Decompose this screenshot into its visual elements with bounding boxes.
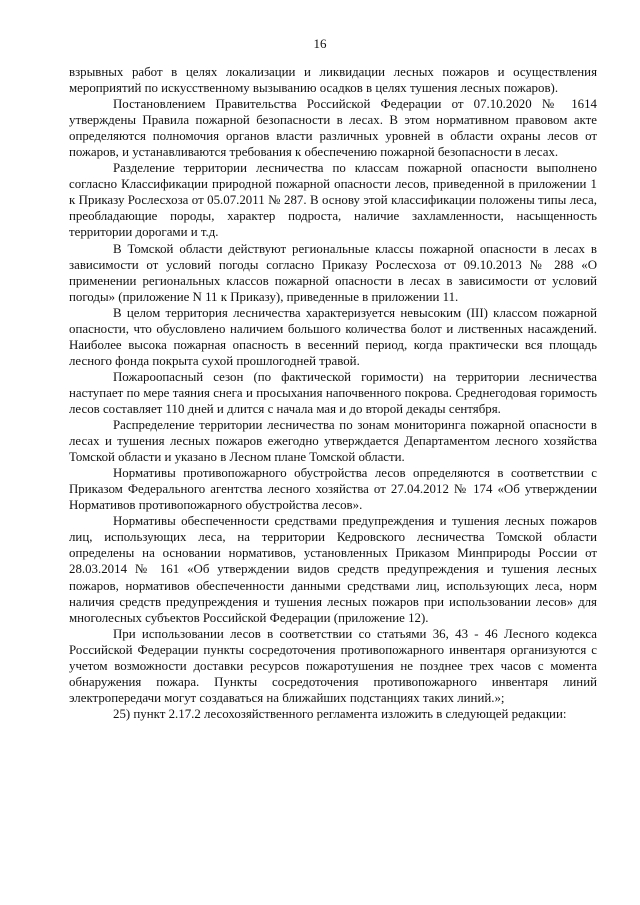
paragraph: Пожароопасный сезон (по фактической горимости) на территории лесничества наступает по мере таяния снега и просыхания напочвенного покрова. Среднегодовая горимость лесов составляет 110 дней и длится с начала мая и до второй декады сентября. xyxy=(69,369,597,416)
paragraph: В Томской области действуют региональные классы пожарной опасности в лесах в зависимости от условий погоды согласно Приказу Рослесхоза от 09.10.2013 № 288 «О применении региональных классов пожарной опасности в лесах в зависимости от условий погоды» (приложение N 11 к Приказу), приведенные в приложении 11. xyxy=(69,241,597,304)
paragraph: При использовании лесов в соответствии со статьями 36, 43 - 46 Лесного кодекса Российской Федерации пункты сосредоточения противопожарного инвентаря организуются с учетом возможности доставки ресурсов пожаротушения не позднее трех часов с момента обнаружения пожара. Пункты сосредоточения противопожарного инвентаря линий электропередачи могут создаваться на ближайших подстанциях таких линий.»; xyxy=(69,626,597,705)
paragraph: 25) пункт 2.17.2 лесохозяйственного регламента изложить в следующей редакции: xyxy=(113,706,567,721)
page-number: 16 xyxy=(313,36,327,51)
paragraph: Нормативы обеспеченности средствами предупреждения и тушения лесных пожаров лиц, использующих леса, на территории Кедровского лесничества Томской области определены на основании нормативов, установленных Приказом Минприроды России от 28.03.2014 № 161 «Об утверждении видов средств предупреждения и тушения лесных пожаров, нормативов обеспеченности данными средствами лиц, использующих леса, норм наличия средств предупреждения и тушения лесных пожаров при использовании лесов» для многолесных субъектов Российской Федерации (приложение 12). xyxy=(69,514,597,625)
paragraph: Разделение территории лесничества по классам пожарной опасности выполнено согласно Классификации природной пожарной опасности лесов, приведенной в приложении 1 к Приказу Рослесхоза от 05.07.2011 № 287. В основу этой классификации положены типы леса, преобладающие породы, характер подроста, наличие захламленности, насыщенность территории дорогами и т.д. xyxy=(69,161,597,240)
paragraph: Нормативы противопожарного обустройства лесов определяются в соответствии с Приказом Федерального агентства лесного хозяйства от 27.04.2012 № 174 «Об утверждении Нормативов противопожарного обустройства лесов». xyxy=(69,466,597,513)
document-body xyxy=(69,64,597,722)
paragraph: В целом территория лесничества характеризуется невысоким (III) классом пожарной опасности, что обусловлено наличием большого количества болот и лиственных насаждений. Наиболее высока пожарная опасность в весенний период, когда практически вся площадь лесного фонда покрыта сухой прошлогодней травой. xyxy=(69,305,597,368)
paragraph: Распределение территории лесничества по зонам мониторинга пожарной опасности в лесах и тушения лесных пожаров ежегодно утверждается Департаментом лесного хозяйства Томской области и указано в Лесном плане Томской области. xyxy=(69,418,597,465)
paragraph: взрывных работ в целях локализации и ликвидации лесных пожаров и осуществления мероприятий по искусственному вызыванию осадков в целях тушения лесных пожаров). xyxy=(69,65,597,96)
paragraph: Постановлением Правительства Российской Федерации от 07.10.2020 № 1614 утверждены Правила пожарной безопасности в лесах. В этом нормативном правовом акте определяются полномочия органов власти различных уровней в области охраны лесов от пожаров, и устанавливаются требования к обеспечению пожарной безопасности в лесах. xyxy=(69,97,597,160)
